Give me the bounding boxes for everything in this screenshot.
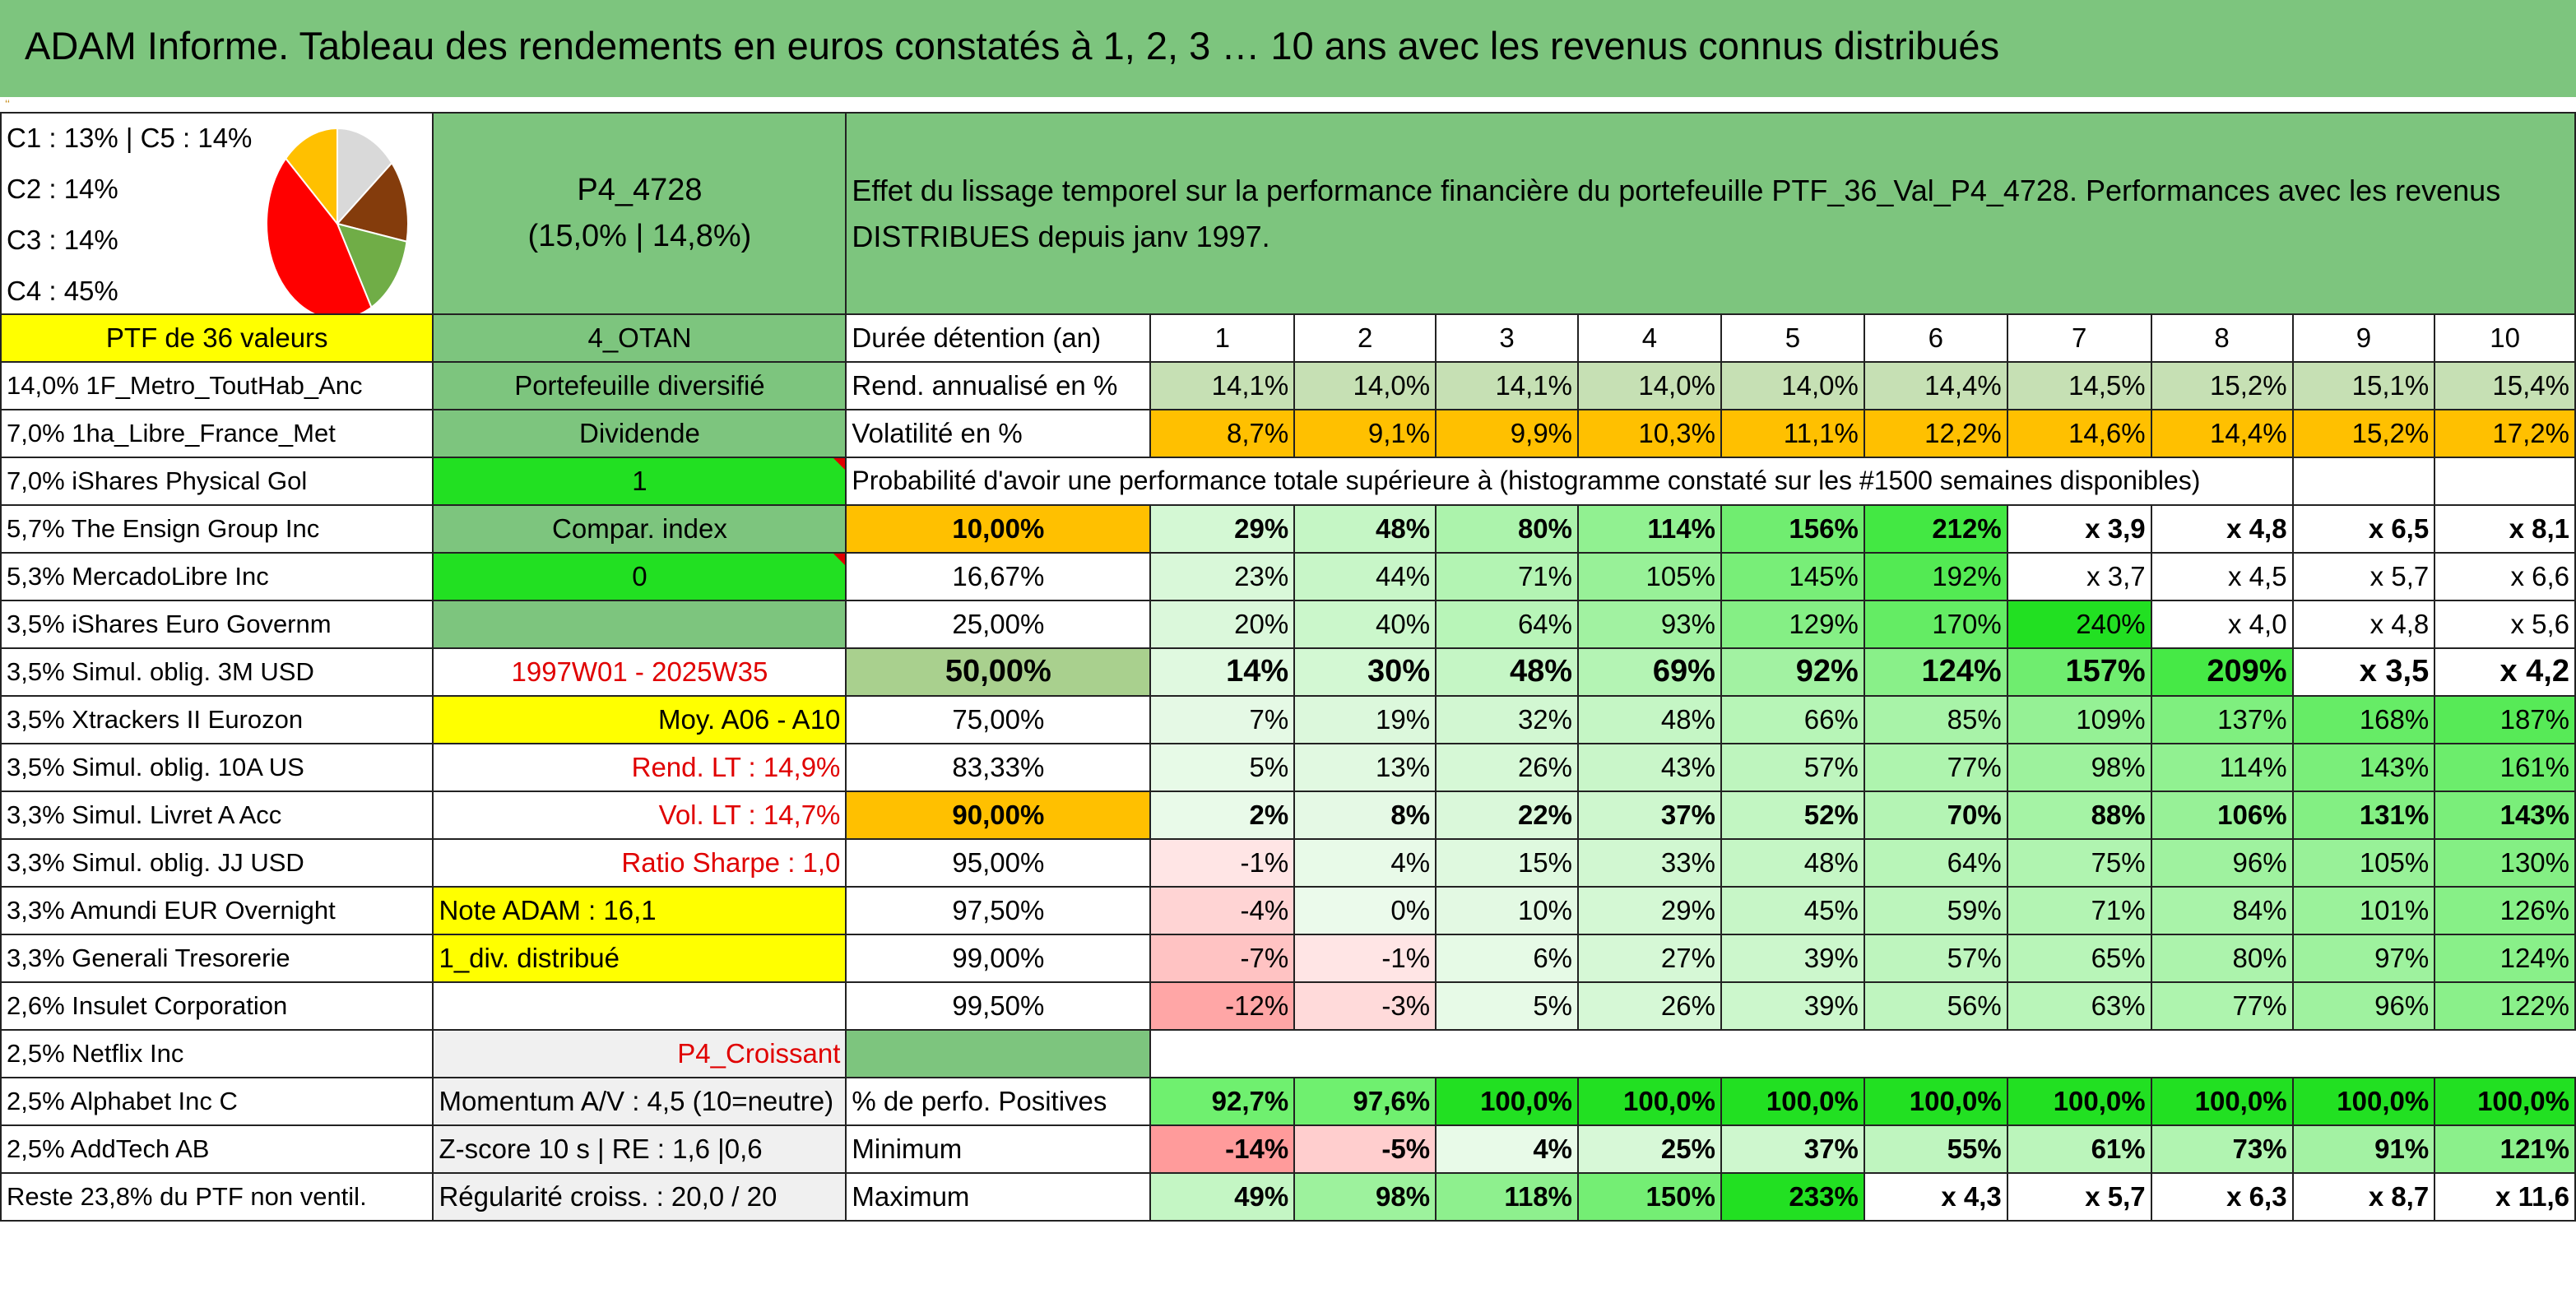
vol-value: 10,3%	[1578, 410, 1721, 457]
min-value: 55%	[1864, 1125, 2007, 1173]
prob-value: 32%	[1436, 696, 1578, 744]
pie-label: C1 : 13% | C5 : 14%	[7, 123, 253, 153]
prob-value: 156%	[1721, 505, 1864, 553]
prob-value: 85%	[1864, 696, 2007, 744]
pos-value: 100,0%	[2434, 1078, 2575, 1125]
prob-value: -1%	[1150, 839, 1294, 887]
prob-value: -7%	[1150, 934, 1294, 982]
table-row	[1, 600, 2575, 648]
divider	[0, 97, 2576, 109]
prob-value: 75%	[2007, 839, 2151, 887]
page-title: ADAM Informe. Tableau des rendements en euros constatés à 1, 2, 3 … 10 ans avec les revenus connus distribués	[25, 24, 2000, 67]
holding-5: 3,5% iShares Euro Governm	[1, 600, 433, 648]
year-header: 1	[1150, 314, 1294, 362]
prob-value: 187%	[2434, 696, 2575, 744]
zscore-label: Z-score 10 s | RE : 1,6 |0,6	[433, 1125, 846, 1173]
pie-label: C2 : 14%	[7, 174, 118, 204]
momentum-label: Momentum A/V : 4,5 (10=neutre)	[433, 1078, 846, 1125]
probability: 16,67%	[846, 553, 1150, 600]
prob-value: x 6,5	[2293, 505, 2435, 553]
prob-value: 145%	[1721, 553, 1864, 600]
holding-15: 2,5% Alphabet Inc C	[1, 1078, 433, 1125]
probability: 99,00%	[846, 934, 1150, 982]
pie-label: C3 : 14%	[7, 225, 118, 255]
otan-label: 4_OTAN	[433, 314, 846, 362]
info-cell: 0	[433, 553, 846, 600]
vol-value: 17,2%	[2434, 410, 2575, 457]
max-value: 233%	[1721, 1173, 1864, 1221]
prob-value: 71%	[2007, 887, 2151, 934]
prob-value: x 3,9	[2007, 505, 2151, 553]
min-value: 121%	[2434, 1125, 2575, 1173]
table-row	[1, 982, 2575, 1030]
prob-value: 56%	[1864, 982, 2007, 1030]
dividende-label: Dividende	[433, 410, 846, 457]
rend-value: 14,5%	[2007, 362, 2151, 410]
pos-value: 100,0%	[1578, 1078, 1721, 1125]
max-value: 98%	[1294, 1173, 1436, 1221]
prob-value: 10%	[1436, 887, 1578, 934]
rend-value: 14,0%	[1578, 362, 1721, 410]
prob-value: 48%	[1294, 505, 1436, 553]
prob-value: x 8,1	[2434, 505, 2575, 553]
holding-6: 3,5% Simul. oblig. 3M USD	[1, 648, 433, 696]
rend-value: 14,4%	[1864, 362, 2007, 410]
table-row	[1, 696, 2575, 744]
min-value: 73%	[2151, 1125, 2293, 1173]
rend-label: Rend. annualisé en %	[846, 362, 1150, 410]
info-cell: Moy. A06 - A10	[433, 696, 846, 744]
prob-value: 105%	[2293, 839, 2435, 887]
portfolio-code: P4_4728	[577, 172, 703, 207]
table-row	[1, 1078, 2575, 1125]
prob-value: 26%	[1578, 982, 1721, 1030]
probability: 10,00%	[846, 505, 1150, 553]
prob-value: 66%	[1721, 696, 1864, 744]
empty-cell	[2434, 457, 2575, 505]
prob-value: 77%	[1864, 744, 2007, 791]
holding-11: 3,3% Amundi EUR Overnight	[1, 887, 433, 934]
max-value: x 8,7	[2293, 1173, 2435, 1221]
info-cell: Rend. LT : 14,9%	[433, 744, 846, 791]
probability: 95,00%	[846, 839, 1150, 887]
prob-value: 212%	[1864, 505, 2007, 553]
pos-value: 97,6%	[1294, 1078, 1436, 1125]
prob-value: 97%	[2293, 934, 2435, 982]
prob-value: x 4,5	[2151, 553, 2293, 600]
prob-value: 39%	[1721, 934, 1864, 982]
prob-value: 4%	[1294, 839, 1436, 887]
vol-value: 14,6%	[2007, 410, 2151, 457]
prob-value: 192%	[1864, 553, 2007, 600]
holding-16: 2,5% AddTech AB	[1, 1125, 433, 1173]
table-row	[1, 505, 2575, 553]
table-row	[1, 1125, 2575, 1173]
year-header: 3	[1436, 314, 1578, 362]
prob-value: 59%	[1864, 887, 2007, 934]
max-label: Maximum	[846, 1173, 1150, 1221]
prob-value: 70%	[1864, 791, 2007, 839]
table-row	[1, 410, 2575, 457]
max-value: x 4,3	[1864, 1173, 2007, 1221]
prob-value: 106%	[2151, 791, 2293, 839]
report-table	[0, 112, 2576, 1222]
info-cell: Vol. LT : 14,7%	[433, 791, 846, 839]
table-row	[1, 791, 2575, 839]
holding-2: 7,0% iShares Physical Gol	[1, 457, 433, 505]
pos-value: 92,7%	[1150, 1078, 1294, 1125]
probability: 97,50%	[846, 887, 1150, 934]
year-header: 8	[2151, 314, 2293, 362]
table-row	[1, 113, 2575, 314]
prob-value: 209%	[2151, 648, 2293, 696]
pos-value: 100,0%	[1721, 1078, 1864, 1125]
prob-value: 124%	[2434, 934, 2575, 982]
prob-value: 22%	[1436, 791, 1578, 839]
prob-value: 64%	[1436, 600, 1578, 648]
max-value: x 5,7	[2007, 1173, 2151, 1221]
table-row	[1, 362, 2575, 410]
prob-value: 0%	[1294, 887, 1436, 934]
min-value: -5%	[1294, 1125, 1436, 1173]
max-value: x 11,6	[2434, 1173, 2575, 1221]
holding-7: 3,5% Xtrackers II Eurozon	[1, 696, 433, 744]
prob-value: 161%	[2434, 744, 2575, 791]
prob-value: 114%	[1578, 505, 1721, 553]
pie-label: C4 : 45%	[7, 276, 118, 306]
min-value: 25%	[1578, 1125, 1721, 1173]
duration-label: Durée détention (an)	[846, 314, 1150, 362]
prob-value: 168%	[2293, 696, 2435, 744]
one-value: 1	[433, 457, 846, 505]
vol-value: 14,4%	[2151, 410, 2293, 457]
min-value: 37%	[1721, 1125, 1864, 1173]
holding-13: 2,6% Insulet Corporation	[1, 982, 433, 1030]
prob-value: 143%	[2293, 744, 2435, 791]
prob-value: 48%	[1578, 696, 1721, 744]
pos-value: 100,0%	[2293, 1078, 2435, 1125]
prob-value: 5%	[1150, 744, 1294, 791]
prob-value: 93%	[1578, 600, 1721, 648]
empty-cell	[2293, 457, 2435, 505]
pos-value: 100,0%	[2151, 1078, 2293, 1125]
prob-value: 13%	[1294, 744, 1436, 791]
prob-value: 101%	[2293, 887, 2435, 934]
prob-value: 64%	[1864, 839, 2007, 887]
max-value: 150%	[1578, 1173, 1721, 1221]
prob-value: 240%	[2007, 600, 2151, 648]
prob-value: 57%	[1721, 744, 1864, 791]
pie-chart	[263, 125, 411, 314]
info-cell: Compar. index	[433, 505, 846, 553]
prob-value: 40%	[1294, 600, 1436, 648]
vol-value: 12,2%	[1864, 410, 2007, 457]
table-row	[1, 314, 2575, 362]
min-value: 4%	[1436, 1125, 1578, 1173]
vol-value: 9,9%	[1436, 410, 1578, 457]
table-row	[1, 1173, 2575, 1221]
min-label: Minimum	[846, 1125, 1150, 1173]
empty-area	[1150, 1030, 2575, 1078]
prob-value: 80%	[2151, 934, 2293, 982]
prob-value: 14%	[1150, 648, 1294, 696]
year-header: 2	[1294, 314, 1436, 362]
rend-value: 14,1%	[1150, 362, 1294, 410]
prob-value: 45%	[1721, 887, 1864, 934]
prob-value: 126%	[2434, 887, 2575, 934]
prob-value: 30%	[1294, 648, 1436, 696]
info-cell: 1_div. distribué	[433, 934, 846, 982]
probability: 99,50%	[846, 982, 1150, 1030]
prob-value: 69%	[1578, 648, 1721, 696]
rend-value: 14,1%	[1436, 362, 1578, 410]
holding-4: 5,3% MercadoLibre Inc	[1, 553, 433, 600]
prob-value: 88%	[2007, 791, 2151, 839]
year-header: 6	[1864, 314, 2007, 362]
prob-value: x 3,7	[2007, 553, 2151, 600]
rend-value: 14,0%	[1721, 362, 1864, 410]
vol-value: 11,1%	[1721, 410, 1864, 457]
prob-value: -1%	[1294, 934, 1436, 982]
pos-value: 100,0%	[1436, 1078, 1578, 1125]
year-header: 9	[2293, 314, 2435, 362]
probability: 75,00%	[846, 696, 1150, 744]
info-cell	[433, 600, 846, 648]
table-row	[1, 934, 2575, 982]
portfolio-type: Portefeuille diversifié	[433, 362, 846, 410]
prob-value: 124%	[1864, 648, 2007, 696]
holding-3: 5,7% The Ensign Group Inc	[1, 505, 433, 553]
info-cell: 1997W01 - 2025W35	[433, 648, 846, 696]
pos-label: % de perfo. Positives	[846, 1078, 1150, 1125]
prob-value: -3%	[1294, 982, 1436, 1030]
probability: 50,00%	[846, 648, 1150, 696]
year-header: 7	[2007, 314, 2151, 362]
prob-value: 23%	[1150, 553, 1294, 600]
holding-8: 3,5% Simul. oblig. 10A US	[1, 744, 433, 791]
prob-value: 2%	[1150, 791, 1294, 839]
prob-value: 105%	[1578, 553, 1721, 600]
prob-header: Probabilité d'avoir une performance totale supérieure à (histogramme constaté sur les #1500 semaines disponibles)	[846, 457, 2292, 505]
holding-1: 7,0% 1ha_Libre_France_Met	[1, 410, 433, 457]
prob-value: 122%	[2434, 982, 2575, 1030]
rend-value: 15,2%	[2151, 362, 2293, 410]
prob-value: x 6,6	[2434, 553, 2575, 600]
prob-value: x 4,2	[2434, 648, 2575, 696]
prob-value: 6%	[1436, 934, 1578, 982]
rend-value: 15,1%	[2293, 362, 2435, 410]
table-row	[1, 648, 2575, 696]
prob-value: x 3,5	[2293, 648, 2435, 696]
prob-value: 96%	[2151, 839, 2293, 887]
prob-value: 131%	[2293, 791, 2435, 839]
prob-value: 109%	[2007, 696, 2151, 744]
year-header: 10	[2434, 314, 2575, 362]
rend-value: 14,0%	[1294, 362, 1436, 410]
prob-value: 84%	[2151, 887, 2293, 934]
holding-12: 3,3% Generali Tresorerie	[1, 934, 433, 982]
min-value: 91%	[2293, 1125, 2435, 1173]
portfolio-code-cell	[433, 113, 846, 314]
prob-value: 26%	[1436, 744, 1578, 791]
probability: 90,00%	[846, 791, 1150, 839]
prob-value: x 5,7	[2293, 553, 2435, 600]
table-row	[1, 744, 2575, 791]
prob-value: 80%	[1436, 505, 1578, 553]
max-value: x 6,3	[2151, 1173, 2293, 1221]
prob-value: 57%	[1864, 934, 2007, 982]
prob-value: 39%	[1721, 982, 1864, 1030]
prob-value: 7%	[1150, 696, 1294, 744]
pie-chart-cell	[1, 113, 433, 314]
info-cell: Note ADAM : 16,1	[433, 887, 846, 934]
min-value: 61%	[2007, 1125, 2151, 1173]
info-cell: Ratio Sharpe : 1,0	[433, 839, 846, 887]
portfolio-perf: (15,0% | 14,8%)	[527, 218, 752, 253]
pos-value: 100,0%	[2007, 1078, 2151, 1125]
holding-0: 14,0% 1F_Metro_ToutHab_Anc	[1, 362, 433, 410]
min-value: -14%	[1150, 1125, 1294, 1173]
vol-value: 15,2%	[2293, 410, 2435, 457]
prob-value: 27%	[1578, 934, 1721, 982]
prob-value: 52%	[1721, 791, 1864, 839]
max-value: 118%	[1436, 1173, 1578, 1221]
table-row	[1, 553, 2575, 600]
prob-value: 137%	[2151, 696, 2293, 744]
rend-value: 15,4%	[2434, 362, 2575, 410]
prob-value: 143%	[2434, 791, 2575, 839]
prob-value: 20%	[1150, 600, 1294, 648]
year-header: 4	[1578, 314, 1721, 362]
probability: 25,00%	[846, 600, 1150, 648]
probability: 83,33%	[846, 744, 1150, 791]
prob-value: 44%	[1294, 553, 1436, 600]
prob-value: 65%	[2007, 934, 2151, 982]
prob-value: 15%	[1436, 839, 1578, 887]
croissant-label: P4_Croissant	[433, 1030, 846, 1078]
prob-value: 98%	[2007, 744, 2151, 791]
prob-value: 43%	[1578, 744, 1721, 791]
prob-value: x 5,6	[2434, 600, 2575, 648]
info-cell	[433, 982, 846, 1030]
prob-value: -12%	[1150, 982, 1294, 1030]
holding-14: 2,5% Netflix Inc	[1, 1030, 433, 1078]
title-bar	[0, 0, 2576, 97]
max-value: 49%	[1150, 1173, 1294, 1221]
corner-mark: ‘‘	[5, 97, 10, 110]
ptf-label: PTF de 36 valeurs	[1, 314, 433, 362]
pos-value: 100,0%	[1864, 1078, 2007, 1125]
prob-value: 114%	[2151, 744, 2293, 791]
vol-value: 9,1%	[1294, 410, 1436, 457]
prob-value: 33%	[1578, 839, 1721, 887]
holding-10: 3,3% Simul. oblig. JJ USD	[1, 839, 433, 887]
prob-value: 5%	[1436, 982, 1578, 1030]
prob-value: 48%	[1721, 839, 1864, 887]
year-header: 5	[1721, 314, 1864, 362]
holding-9: 3,3% Simul. Livret A Acc	[1, 791, 433, 839]
prob-value: 37%	[1578, 791, 1721, 839]
prob-value: 129%	[1721, 600, 1864, 648]
vol-label: Volatilité en %	[846, 410, 1150, 457]
prob-value: 63%	[2007, 982, 2151, 1030]
prob-value: 48%	[1436, 648, 1578, 696]
prob-value: x 4,0	[2151, 600, 2293, 648]
prob-value: 29%	[1150, 505, 1294, 553]
prob-value: 130%	[2434, 839, 2575, 887]
prob-value: 29%	[1578, 887, 1721, 934]
table-row	[1, 839, 2575, 887]
regularite-label: Régularité croiss. : 20,0 / 20	[433, 1173, 846, 1221]
prob-value: 77%	[2151, 982, 2293, 1030]
table-row	[1, 457, 2575, 505]
table-row	[1, 1030, 2575, 1078]
prob-value: 157%	[2007, 648, 2151, 696]
prob-value: 19%	[1294, 696, 1436, 744]
empty-cell	[846, 1030, 1150, 1078]
prob-value: 92%	[1721, 648, 1864, 696]
description: Effet du lissage temporel sur la performance financière du portefeuille PTF_36_Val_P4_4728. Performances avec les revenus DISTRIBUES depuis janv 1997.	[846, 113, 2575, 314]
prob-value: 71%	[1436, 553, 1578, 600]
vol-value: 8,7%	[1150, 410, 1294, 457]
prob-value: -4%	[1150, 887, 1294, 934]
table-row	[1, 887, 2575, 934]
prob-value: 8%	[1294, 791, 1436, 839]
prob-value: x 4,8	[2151, 505, 2293, 553]
prob-value: 170%	[1864, 600, 2007, 648]
prob-value: 96%	[2293, 982, 2435, 1030]
prob-value: x 4,8	[2293, 600, 2435, 648]
holding-17: Reste 23,8% du PTF non ventil.	[1, 1173, 433, 1221]
